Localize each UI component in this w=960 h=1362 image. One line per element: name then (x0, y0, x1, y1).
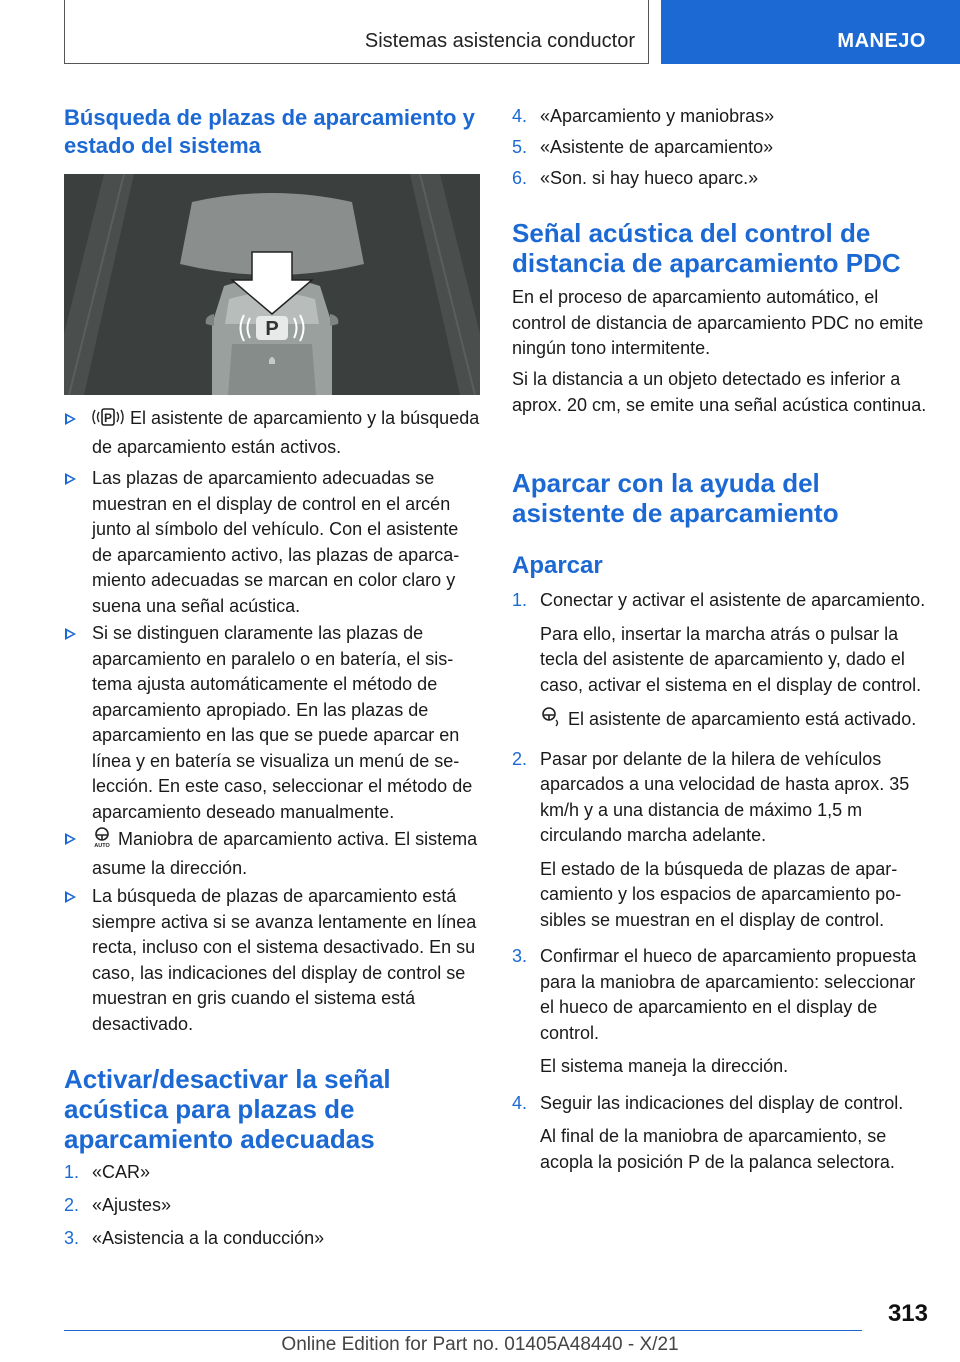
edition-footer: Online Edition for Part no. 01405A48440 - X/21 (281, 1334, 679, 1355)
svg-text:P: P (265, 318, 279, 340)
list-item: 3. Confirmar el hueco de aparcamiento propuesta para la maniobra de aparcamiento: seleccionar el hueco de aparcamiento en el display de control. El sistema maneja la dirección. (512, 946, 917, 1076)
heading-toggle-signal: Activar/desactivar la señal acústica para plazas de aparcamiento adecuadas (64, 1064, 391, 1154)
pdc-paragraph-2: Si la distancia a un objeto detectado es inferior a aprox. 20 cm, se emite una señal acústica continua. (512, 369, 927, 415)
parking-display-illustration (64, 174, 480, 395)
list-item: La búsqueda de plazas de aparcamiento está siempre activa si se avanza lentamente en línea recta, incluso con el sistema desactivado. En su caso, las indicaciones del display de control se muestran en gris cuando el sistema está desactivado. (64, 884, 480, 1037)
list-item: 2. Pasar por delante de la hilera de vehículos aparcados a una velocidad de hasta aprox. 35 km/h y a una distancia de máximo 1,5 m circulando marcha adelante. El estado de la búsqueda de plazas de aparcamiento y los espacios de aparcamiento posibles se muestran en el display de control. (512, 748, 910, 930)
heading-park: Aparcar (512, 552, 603, 579)
svg-text:AUTO: AUTO (94, 843, 110, 848)
list-item: 3. «Asistencia a la conducción» (64, 1228, 325, 1248)
list-item: P El asistente de aparcamiento y la búsqueda de aparcamiento están activos. (64, 406, 480, 458)
right-column (512, 104, 928, 1172)
steering-auto-icon (92, 826, 112, 856)
parking-sensor-p-icon (92, 407, 124, 435)
list-item: 5. «Asistente de aparcamiento» (512, 137, 774, 157)
steering-auto-icon (540, 706, 562, 736)
footer-divider (64, 1330, 862, 1331)
car-top-view-image (64, 174, 480, 395)
page-number: 313 (887, 1300, 928, 1327)
status-bullet-list (64, 406, 480, 1248)
bullet-triangle-icon (65, 628, 76, 640)
chapter-title: MANEJO (837, 30, 926, 52)
settings-path-steps (64, 1160, 480, 1259)
section-title: Sistemas asistencia conductor (364, 30, 635, 52)
list-item: Si se distinguen claramente las plazas de aparcamiento en paralelo o en batería, el sistema ajusta automáticamente el método de aparcamiento apropiado. En las plazas de aparcamiento en las que se puede aparcar en línea y en batería se visualiza un menú de selección. En este caso, seleccionar el método de aparcamiento deseado manualmente. (64, 621, 480, 825)
list-item: 4. «Aparcamiento y maniobras» (512, 106, 775, 126)
heading-search-status: Búsqueda de plazas de aparcamiento y estado del sistema (64, 105, 475, 158)
settings-path-steps-continued (512, 104, 928, 197)
heading-pdc-signal: Señal acústica del control de distancia de aparcamiento PDC (512, 218, 901, 278)
bullet-triangle-icon (65, 833, 76, 845)
list-item: 2. «Ajustes» (64, 1195, 172, 1215)
running-header-section (64, 0, 649, 64)
pdc-paragraph-1: En el proceso de aparcamiento automático, el control de distancia de aparcamiento PDC no emite ningún tono intermitente. (512, 287, 924, 358)
bullet-triangle-icon (65, 473, 76, 485)
list-item: 4. Seguir las indicaciones del display de control. Al final de la maniobra de aparcamiento, se acopla la posición P de la palanca selectora. (512, 1092, 904, 1172)
heading-park-with-assistant: Aparcar con la ayuda del asistente de aparcamiento (512, 468, 839, 528)
list-item: 1. «CAR» (64, 1162, 151, 1182)
bullet-triangle-icon (65, 413, 76, 425)
bullet-triangle-icon (65, 891, 76, 903)
running-header-chapter (661, 0, 960, 64)
list-item: 1. Conectar y activar el asistente de aparcamiento. Para ello, insertar la marcha atrás o pulsar la tecla del asistente de aparcamiento y, dado el caso, activar el sistema en el display de control. El asistente de aparcamiento está activado. (512, 588, 928, 736)
list-item: AUTO Maniobra de aparcamiento activa. El sistema asume la dirección. (64, 826, 480, 881)
list-item: 6. «Son. si hay hueco aparc.» (512, 168, 759, 188)
park-steps (512, 588, 928, 1175)
list-item: Las plazas de aparcamiento adecuadas se muestran en el display de control en el arcén junto al símbolo del vehículo. Con el asistente de aparcamiento activo, las plazas de aparcamiento adecuadas se marcan en color claro y suena una señal acústica. (64, 466, 480, 619)
svg-text:P: P (103, 411, 113, 425)
